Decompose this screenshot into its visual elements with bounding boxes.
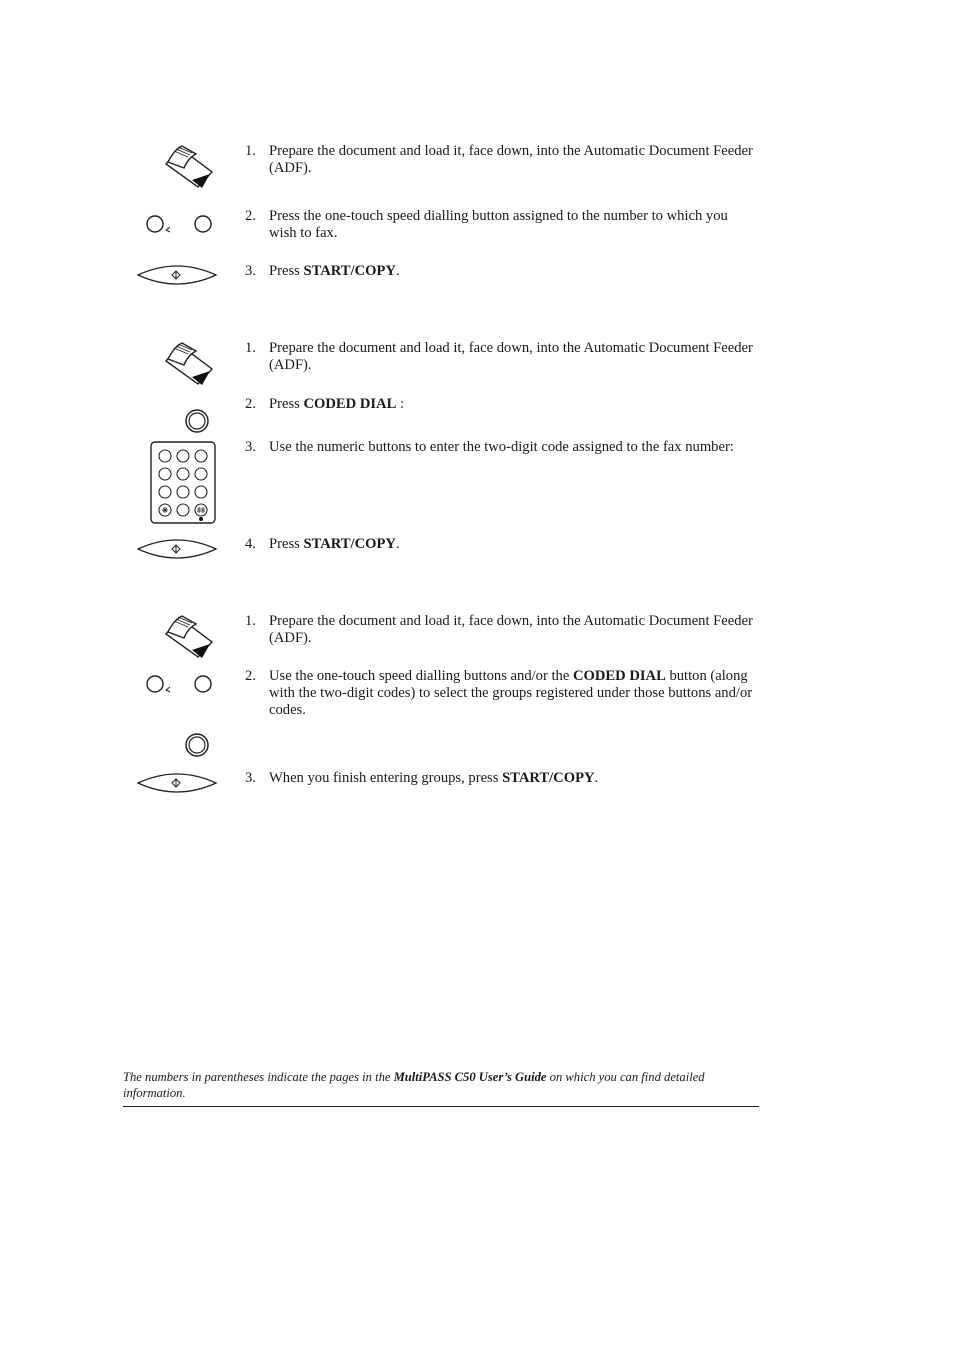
- step-number: 2.: [245, 396, 256, 412]
- step-1-3: [245, 263, 755, 280]
- start-copy-button-icon: [136, 771, 218, 795]
- step-text: Press the one-touch speed dialling button assigned to the number to which you wish to fax.: [269, 208, 728, 241]
- step-number: 3.: [245, 770, 256, 786]
- step-1-2: [245, 208, 755, 242]
- footnote-divider: [123, 1106, 759, 1107]
- one-touch-buttons-icon: [144, 673, 216, 697]
- footnote: The numbers in parentheses indicate the pages in the MultiPASS C50 User’s Guide on which you can find detailed information.: [123, 1070, 705, 1100]
- coded-dial-button-icon: [184, 408, 210, 434]
- step-text: Press START/COPY.: [269, 536, 400, 552]
- step-number: 1.: [245, 613, 256, 629]
- step-text: Prepare the document and load it, face down, into the Automatic Document Feeder (ADF).: [269, 613, 753, 646]
- step-text: Prepare the document and load it, face down, into the Automatic Document Feeder (ADF).: [269, 143, 753, 176]
- step-2-2: [245, 396, 755, 413]
- step-2-1: [245, 340, 755, 374]
- start-copy-button-icon: [136, 537, 218, 561]
- step-number: 1.: [245, 340, 256, 356]
- step-number: 2.: [245, 208, 256, 224]
- step-number: 1.: [245, 143, 256, 159]
- one-touch-buttons-icon: [144, 213, 216, 237]
- step-text: Use the numeric buttons to enter the two-digit code assigned to the fax number:: [269, 439, 734, 455]
- step-3-3: [245, 770, 755, 787]
- step-text: Press CODED DIAL :: [269, 396, 405, 412]
- step-number: 2.: [245, 668, 256, 684]
- step-1-1: [245, 143, 755, 177]
- start-copy-button-icon: [136, 263, 218, 287]
- document-feed-icon: [162, 612, 218, 660]
- step-3-2: [245, 668, 755, 719]
- step-number: 4.: [245, 536, 256, 552]
- step-2-4: [245, 536, 755, 553]
- document-feed-icon: [162, 142, 218, 190]
- step-text: When you finish entering groups, press START/COPY.: [269, 770, 599, 786]
- coded-dial-button-icon: [184, 732, 210, 758]
- step-text: Prepare the document and load it, face down, into the Automatic Document Feeder (ADF).: [269, 340, 753, 373]
- step-number: 3.: [245, 263, 256, 279]
- numeric-keypad-icon: [149, 440, 217, 526]
- step-2-3: [245, 439, 755, 456]
- step-3-1: [245, 613, 755, 647]
- step-number: 3.: [245, 439, 256, 455]
- step-text: Use the one-touch speed dialling buttons and/or the CODED DIAL button (along with the two-digit codes) to select the groups registered under those buttons and/or codes.: [269, 668, 753, 718]
- step-text: Press START/COPY.: [269, 263, 400, 279]
- document-feed-icon: [162, 339, 218, 387]
